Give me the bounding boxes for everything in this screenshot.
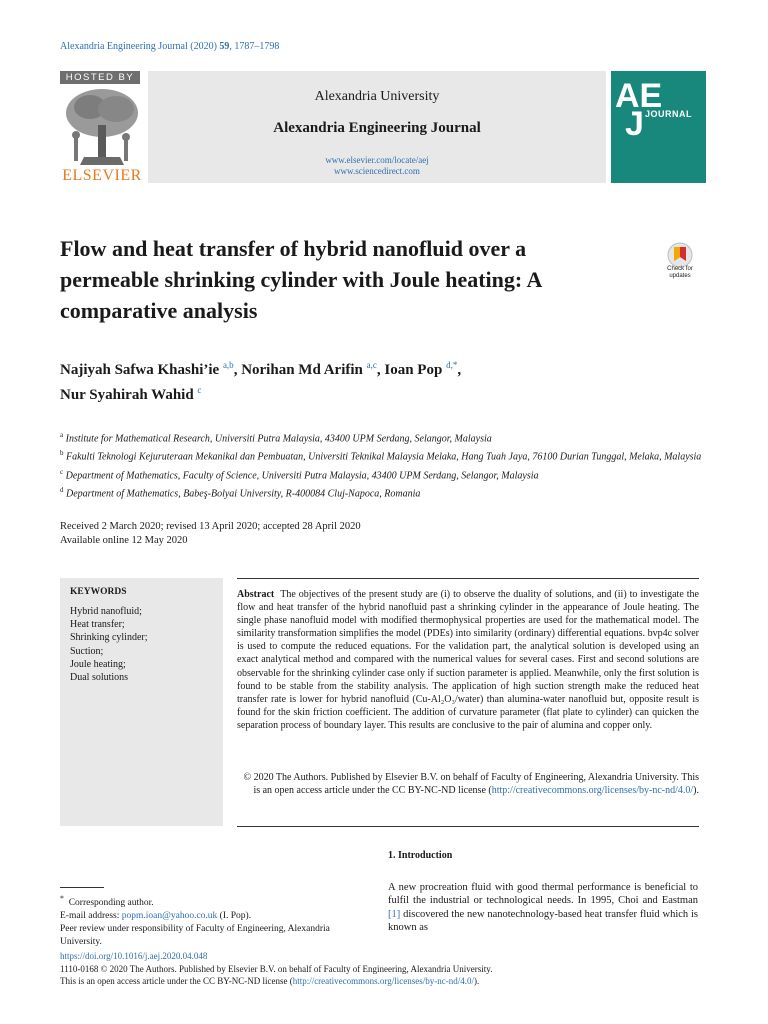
sciencedirect-url-link[interactable]: www.sciencedirect.com <box>334 166 420 176</box>
affiliation-item <box>60 483 710 501</box>
article-dates <box>60 520 361 548</box>
citation-volume: 59 <box>219 41 230 52</box>
affiliation-text: Fakulti Teknologi Kejuruteraan Mekanikal dan Pembuatan, Universiti Teknikal Malaysia Melaka, Hang Tuah Jaya, 76100 Durian Tunggal, Melaka, Malaysia <box>66 451 702 463</box>
reference-link[interactable]: [1] <box>388 908 401 920</box>
university-name: Alexandria University <box>314 89 440 104</box>
cover-j-letter: J <box>625 105 644 143</box>
affiliation-item <box>60 428 710 446</box>
email-suffix: (I. Pop). <box>217 910 252 921</box>
intro-text-part: discovered the new nanotechnology-based heat transfer fluid which is known as <box>388 908 698 933</box>
issn-footer <box>60 963 710 987</box>
keyword-item: Suction; <box>70 645 104 657</box>
article-title: Flow and heat transfer of hybrid nanofluid over a permeable shrinking cylinder with Joule heating: A comparative analysis <box>60 236 542 323</box>
email-note <box>60 910 370 923</box>
received-dates: Received 2 March 2020; revised 13 April 2020; accepted 28 April 2020 <box>60 521 361 532</box>
corresponding-text: Corresponding author. <box>68 898 154 909</box>
journal-cover-image <box>611 71 706 183</box>
affiliation-mark: c <box>60 467 64 476</box>
footer-license-pre: This is an open access article under the CC BY-NC-ND license ( <box>60 976 293 986</box>
author-affil-sup[interactable]: c <box>197 385 202 395</box>
introduction-text <box>388 881 698 934</box>
author-name[interactable]: Norihan Md Arifin <box>241 362 363 378</box>
cover-ae-letters: AE <box>615 77 663 115</box>
online-date: Available online 12 May 2020 <box>60 535 188 546</box>
author-separator: , <box>233 362 242 378</box>
doi-link[interactable]: https://doi.org/10.1016/j.aej.2020.04.048 <box>60 951 208 961</box>
citation-journal: Alexandria Engineering Journal (2020) <box>60 41 217 52</box>
journal-url-link[interactable]: www.elsevier.com/locate/aej <box>325 155 429 165</box>
abstract-section <box>237 588 699 732</box>
keyword-item: Joule heating; <box>70 658 126 670</box>
keyword-item: Shrinking cylinder; <box>70 632 148 644</box>
citation-pages: , 1787–1798 <box>229 41 280 52</box>
license-link[interactable]: http://creativecommons.org/licenses/by-nc-nd/4.0/ <box>491 785 694 797</box>
affiliation-list <box>60 428 710 501</box>
check-for-updates-label[interactable]: Check for updates <box>667 266 693 279</box>
affiliation-text: Department of Mathematics, Faculty of Science, Universiti Putra Malaysia, 43400 UPM Serdang, Selangor, Malaysia <box>65 469 539 481</box>
issn-text: 1110-0168 © 2020 The Authors. Published by Elsevier B.V. on behalf of Faculty of Engineering, Alexandria University. <box>60 964 493 974</box>
keyword-item: Heat transfer; <box>70 619 125 631</box>
affiliation-item <box>60 446 710 464</box>
email-link[interactable]: popm.ioan@yahoo.co.uk <box>121 910 218 921</box>
email-label: E-mail address: <box>60 910 122 921</box>
abstract-copyright <box>237 771 699 797</box>
affiliation-mark: d <box>60 485 64 494</box>
keywords-heading: KEYWORDS <box>70 587 127 597</box>
author-affil-sup[interactable]: d,* <box>446 360 458 370</box>
author-separator: , <box>376 362 385 378</box>
author-name[interactable]: Nur Syahirah Wahid <box>60 387 194 403</box>
hosted-by-label: HOSTED BY <box>60 71 140 84</box>
author-affil-sup[interactable]: a,c <box>366 360 377 370</box>
corresponding-author-note <box>60 893 370 910</box>
peer-review-note: Peer review under responsibility of Faculty of Engineering, Alexandria University. <box>60 923 330 947</box>
affiliation-item <box>60 465 710 483</box>
author-list <box>60 355 700 405</box>
journal-name: Alexandria Engineering Journal <box>273 120 481 136</box>
journal-citation[interactable] <box>60 41 279 52</box>
asterisk-mark: * <box>60 894 64 903</box>
affiliation-mark: a <box>60 431 64 439</box>
elsevier-wordmark: ELSEVIER <box>62 167 142 184</box>
keywords-list <box>70 605 148 684</box>
affiliation-text: Department of Mathematics, Babeş-Bolyai University, R-400084 Cluj-Napoca, Romania <box>66 488 421 500</box>
elsevier-tree-logo <box>60 85 144 167</box>
abstract-top-rule <box>237 578 699 579</box>
affiliation-text: Institute for Mathematical Research, Universiti Putra Malaysia, 43400 UPM Serdang, Selangor, Malaysia <box>65 433 492 445</box>
abstract-bottom-rule <box>237 826 699 827</box>
footer-license-link[interactable]: http://creativecommons.org/licenses/by-nc-nd/4.0/ <box>292 976 474 986</box>
cover-journal-word: JOURNAL <box>645 109 693 119</box>
author-name[interactable]: Ioan Pop <box>384 362 443 378</box>
abstract-text: The objectives of the present study are (i) to observe the duality of solutions, and (ii) to investigate the flow and heat transfer of the hybrid nanofluid past a shrinking cylinder in the appearance of Joule heating. The single phase nanofluid model with modified thermophysical properties are used for the mathematical model. The similarity transformation simplifies the model (PDEs) into similarity (ordinary) differential equations. bvp4c solver is used to compute the reduced equations. For the validation part, the analytical solution is developed using an exact analytical method and compared with the numerical values for several cases. First and second solutions are observable for the shrinking cylinder case only if suction parameter is applied. Meanwhile, only the first solution is found to be stable from the stability analysis. The application of high suction strength make the reduced heat transfer rate is lower for hybrid nanofluid (Cu-Al₂O₃/water) than alumina-water nanofluid but, opposite result is found for the skin friction coefficient. The addition of curvature parameter (flat plate to cylinder) can quicken the separation process of boundary layer. This results are conclusive to the pair of alumina and copper only. <box>237 589 699 731</box>
affiliation-mark: b <box>60 449 64 458</box>
author-name[interactable]: Najiyah Safwa Khashi’ie <box>60 362 220 378</box>
footer-license <box>60 975 710 987</box>
intro-text-part: A new procreation fluid with good thermal performance is beneficial to fulfil the industrial or technological needs. In 1995, Choi and Eastman <box>388 882 698 907</box>
keyword-item: Dual solutions <box>70 672 129 684</box>
footer-license-post: ). <box>473 976 480 986</box>
introduction-heading: 1. Introduction <box>388 850 453 861</box>
copyright-end: ). <box>693 785 699 797</box>
keyword-item: Hybrid nanofluid; <box>70 606 142 617</box>
copyright-text: © 2020 The Authors. Published by Elsevier B.V. on behalf of Faculty of Engineering, Alexandria University. This is an open access article under the CC BY-NC-ND license ( <box>243 772 699 797</box>
author-affil-sup[interactable]: a,b <box>222 360 234 370</box>
abstract-heading: Abstract <box>237 589 275 600</box>
footnotes <box>60 893 370 948</box>
author-separator: , <box>457 362 462 378</box>
footnote-rule <box>60 887 104 888</box>
